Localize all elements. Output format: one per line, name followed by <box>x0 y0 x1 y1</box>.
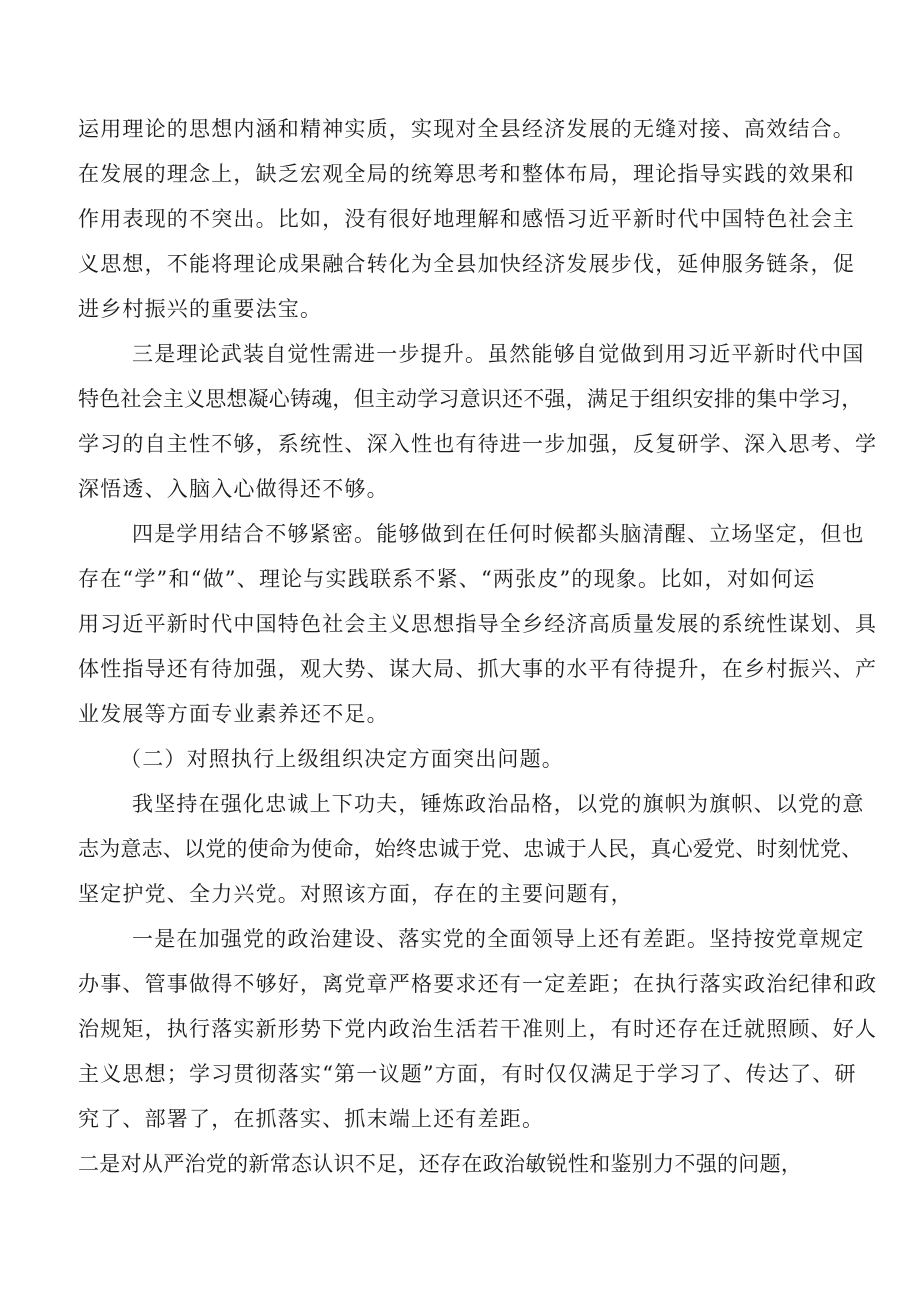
body-line: 义思想，不能将理论成果融合转化为全县加快经济发展步伐，延伸服务链条，促 <box>78 252 855 276</box>
body-line: 二是对从严治党的新常态认识不足，还存在政治敏锐性和鉴别力不强的问题， <box>78 1152 803 1176</box>
body-line: 存在“学”和“做”、理论与实践联系不紧、“两张皮”的现象。比如，对如何运 <box>78 567 816 591</box>
body-line: 业发展等方面专业素养还不足。 <box>78 702 389 726</box>
body-line: 运用理论的思想内涵和精神实质，实现对全县经济发展的无缝对接、高效结合。 <box>78 117 855 141</box>
paragraph-start-line: 三是理论武装自觉性需进一步提升。虽然能够自觉做到用习近平新时代中国 <box>132 342 865 366</box>
body-line: 特色社会主义思想凝心铸魂，但主动学习意识还不强，满足于组织安排的集中学习， <box>78 387 863 411</box>
body-line: 学习的自主性不够，系统性、深入性也有待进一步加强，反复研学、深入思考、学 <box>78 432 878 456</box>
paragraph-start-line: 四是学用结合不够紧密。能够做到在任何时候都头脑清醒、立场坚定，但也 <box>132 522 865 546</box>
body-line: 坚定护党、全力兴党。对照该方面，存在的主要问题有， <box>78 882 633 906</box>
section-heading: （二）对照执行上级组织决定方面突出问题。 <box>120 747 564 771</box>
body-line: 治规矩，执行落实新形势下党内政治生活若干准则上，有时还存在迁就照顾、好人 <box>78 1017 878 1041</box>
body-line: 在发展的理念上，缺乏宏观全局的统筹思考和整体布局，理论指导实践的效果和 <box>78 162 855 186</box>
body-line: 深悟透、入脑入心做得还不够。 <box>78 477 389 501</box>
body-line: 主义思想；学习贯彻落实“第一议题”方面，有时仅仅满足于学习了、传达了、研 <box>78 1062 857 1086</box>
paragraph-start-line: 一是在加强党的政治建设、落实党的全面领导上还有差距。坚持按党章规定 <box>132 927 865 951</box>
body-line: 志为意志、以党的使命为使命，始终忠诚于党、忠诚于人民，真心爱党、时刻忧党、 <box>78 837 863 861</box>
body-line: 究了、部署了，在抓落实、抓末端上还有差距。 <box>78 1107 545 1131</box>
paragraph-start-line: 我坚持在强化忠诚上下功夫，锤炼政治品格，以党的旗帜为旗帜、以党的意 <box>132 792 865 816</box>
body-line: 用习近平新时代中国特色社会主义思想指导全乡经济高质量发展的系统性谋划、具 <box>78 612 878 636</box>
body-line: 办事、管事做得不够好，离党章严格要求还有一定差距；在执行落实政治纪律和政 <box>78 972 878 996</box>
body-line: 作用表现的不突出。比如，没有很好地理解和感悟习近平新时代中国特色社会主 <box>78 207 855 231</box>
body-line: 进乡村振兴的重要法宝。 <box>78 297 323 321</box>
body-line: 体性指导还有待加强，观大势、谋大局、抓大事的水平有待提升，在乡村振兴、产 <box>78 657 878 681</box>
